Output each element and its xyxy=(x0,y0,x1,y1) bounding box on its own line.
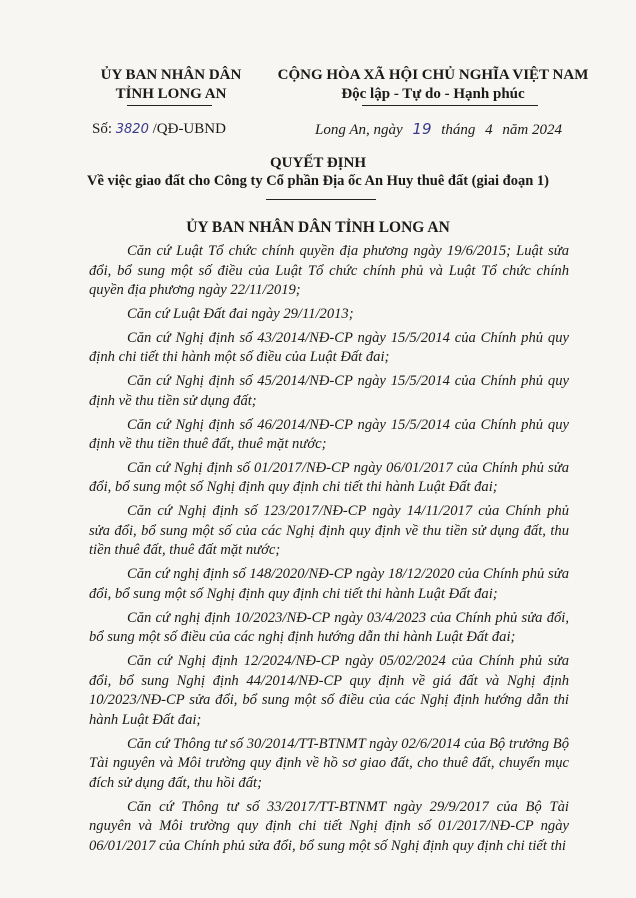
legal-basis-paragraph: Căn cứ Nghị định số 43/2014/NĐ-CP ngày 15/5/2014 của Chính phủ quy định chi tiết thi hành một số điều của Luật Đất đai; xyxy=(89,329,569,366)
authority-line-2: TỈNH LONG AN xyxy=(115,86,227,102)
legal-basis-paragraph: Căn cứ Nghị định số 46/2014/NĐ-CP ngày 15/5/2014 của Chính phủ quy định về thu tiền thuê đất, thuê mặt nước; xyxy=(89,416,569,453)
legal-basis-paragraph: Căn cứ Thông tư số 33/2017/TT-BTNMT ngày 29/9/2017 của Bộ Tài nguyên và Môi trường quy định chi tiết Nghị định số 01/2017/NĐ-CP ngày 06/01/2017 của Chính phủ sửa đổi, bổ sung một số Nghị định quy định chi tiết thi xyxy=(89,798,569,854)
subject-underline xyxy=(266,199,376,200)
doc-number-suffix: /QĐ-UBND xyxy=(152,121,226,137)
doc-number-handwritten: 3820 xyxy=(115,122,149,137)
legal-basis-paragraph: Căn cứ Thông tư số 30/2014/TT-BTNMT ngày 02/6/2014 của Bộ trưởng Bộ Tài nguyên và Môi trường quy định về hồ sơ giao đất, cho thuê đất, chuyển mục đích sử dụng đất, thu hồi đất; xyxy=(89,735,569,791)
legal-basis-paragraph: Căn cứ nghị định số 148/2020/NĐ-CP ngày 18/12/2020 của Chính phủ sửa đổi, bổ sung một số Nghị định quy định chi tiết thi hành Luật Đất đai; xyxy=(89,566,569,602)
national-motto xyxy=(268,66,598,104)
document-number xyxy=(92,120,226,139)
motto: Độc lập - Tự do - Hạnh phúc xyxy=(341,86,525,102)
date-prefix: Long An, ngày xyxy=(315,122,403,138)
decision-subject: Về việc giao đất cho Công ty Cổ phần Địa ốc An Huy thuê đất (giai đoạn 1) xyxy=(86,173,550,189)
issuing-authority xyxy=(96,66,246,104)
legal-basis-paragraph: Căn cứ Luật Đất đai ngày 29/11/2013; xyxy=(127,305,354,322)
legal-basis-paragraph: Căn cứ Luật Tổ chức chính quyền địa phương ngày 19/6/2015; Luật sửa đổi, bổ sung một số điều của Luật Tổ chức chính phủ và Luật Tổ chức chính quyền địa phương ngày 22/11/2019; xyxy=(89,243,569,299)
decision-title: QUYẾT ĐỊNH xyxy=(270,155,366,171)
legal-bases xyxy=(89,242,569,860)
authority-line-1: ỦY BAN NHÂN DÂN xyxy=(100,67,242,83)
legal-basis-paragraph: Căn cứ Nghị định 12/2024/NĐ-CP ngày 05/02/2024 của Chính phủ sửa đổi, bổ sung Nghị định 44/2014/NĐ-CP quy định về giá đất và Nghị định 10/2023/NĐ-CP sửa đổi, bổ sung một số điều của các Nghị định hướng dẫn thi hành Luật Đất đai; xyxy=(89,652,569,728)
issuer-heading: ỦY BAN NHÂN DÂN TỈNH LONG AN xyxy=(186,219,450,236)
nation-name: CỘNG HÒA XÃ HỘI CHỦ NGHĨA VIỆT NAM xyxy=(277,67,589,83)
authority-underline xyxy=(127,105,212,106)
place-and-date xyxy=(315,120,562,140)
legal-basis-paragraph: Căn cứ nghị định 10/2023/NĐ-CP ngày 03/4/2023 của Chính phủ sửa đổi, bổ sung một số điều của các nghị định hướng dẫn thi hành Luật Đất đai; xyxy=(89,609,569,646)
legal-basis-paragraph: Căn cứ Nghị định số 01/2017/NĐ-CP ngày 06/01/2017 của Chính phủ sửa đổi, bổ sung một số Nghị định quy định chi tiết thi hành Luật Đất đai; xyxy=(89,459,569,496)
date-month-label: tháng xyxy=(441,122,476,138)
date-day-handwritten: 19 xyxy=(412,120,432,138)
date-month: 4 xyxy=(485,122,493,138)
date-year: năm 2024 xyxy=(502,122,563,138)
legal-basis-paragraph: Căn cứ Nghị định số 45/2014/NĐ-CP ngày 15/5/2014 của Chính phủ quy định về thu tiền sử dụng đất; xyxy=(89,373,569,409)
legal-basis-paragraph: Căn cứ Nghị định số 123/2017/NĐ-CP ngày 14/11/2017 của Chính phủ sửa đổi, bổ sung một số của các Nghị định quy định về thu tiền sử dụng đất, thu tiền thuê đất, thuê đất mặt nước; xyxy=(89,503,569,559)
motto-underline xyxy=(362,105,538,106)
doc-number-prefix: Số: xyxy=(92,121,113,137)
